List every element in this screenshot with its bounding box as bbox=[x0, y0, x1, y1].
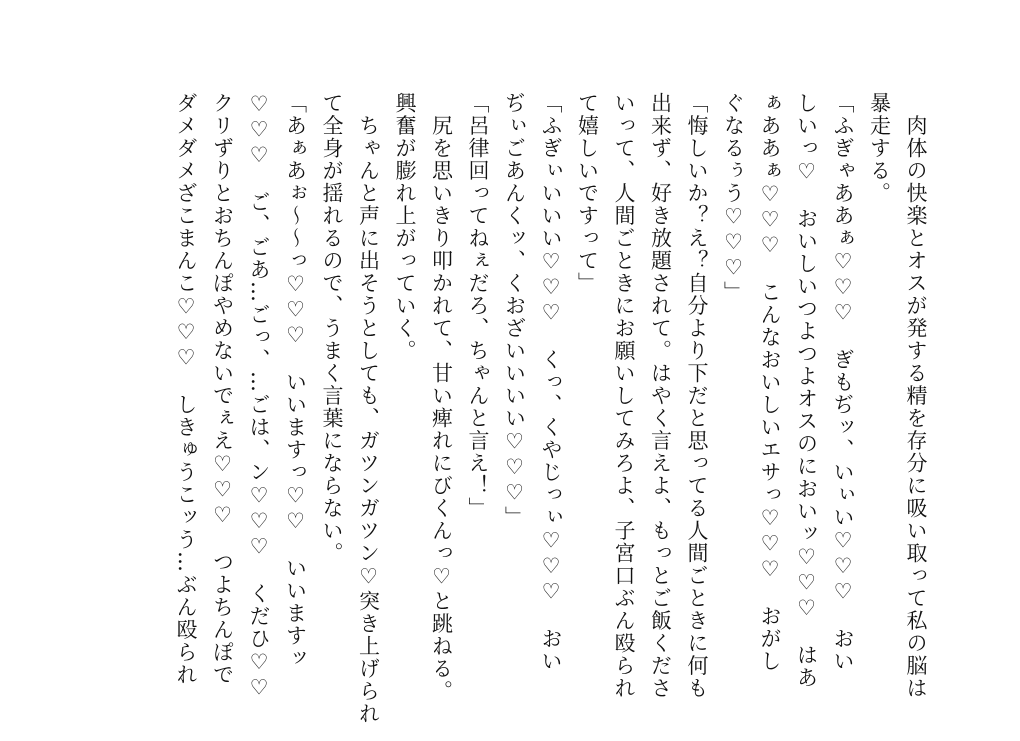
text-line: 「ふぎぃいいい♡♡♡ くっ、くやじっぃ♡♡♡ おい bbox=[539, 92, 563, 673]
text-line: 「ふぎゃああぁ♡♡♡ ぎもぢッ、いぃい♡♡♡ おい bbox=[831, 92, 855, 673]
text-line: しいっ♡ おいしいつよつよオスのにおいッ♡♡♡ はあ bbox=[794, 92, 819, 689]
text-line: ぢぃごあんくッ、くおざいいいい♡♡♡」 bbox=[502, 92, 527, 529]
text-line: クリずりとおちんぽやめないでぇえ♡♡♡ つよちんぽで bbox=[210, 92, 235, 686]
text-line: ♡♡♡ ご、ごあ…ごっ、…ごは、ン♡♡♡ くだひ♡♡ bbox=[247, 92, 271, 701]
text-line: て嬉しいですって」 bbox=[575, 92, 600, 295]
text-line: て全身が揺れるので、うまく言葉にならない。 bbox=[320, 92, 344, 565]
text-line: ぁああぁ♡♡♡ こんなおいしいエサっ♡♡♡ おがし bbox=[758, 92, 782, 673]
text-line: ちゃんと声に出そうとしても、ガツンガツン♡突き上げられ bbox=[356, 92, 381, 725]
text-line: いって、人間ごときにお願いしてみろよ、子宮口ぶん殴られ bbox=[612, 92, 636, 700]
text-line: 尻を思いきり叩かれて、甘い痺れにびくんっ♡と跳ねる。 bbox=[429, 92, 454, 703]
text-line: 肉体の快楽とオスが発する精を存分に吸い取って私の脳は bbox=[904, 92, 928, 700]
text-line: ダメダメざこまんこ♡♡♡ しきゅうこッう…ぶん殴られ bbox=[174, 92, 198, 686]
vertical-text-body bbox=[168, 92, 935, 725]
text-line: 出来ず、好き放題されて。はやく言えよ、もっとご飯くださ bbox=[648, 92, 673, 700]
text-line: 「呂律回ってねぇだろ、ちゃんと言え！」 bbox=[466, 92, 490, 520]
text-line: 暴走する。 bbox=[867, 92, 892, 205]
text-line: 「あぁあぉ～～っ♡♡♡ いいますっ♡♡ いいますッ bbox=[283, 92, 308, 670]
text-line: ぐなるぅう♡♡♡」 bbox=[721, 92, 746, 304]
text-line: 「悔しいか？え？自分より下だと思ってる人間ごときに何も bbox=[685, 92, 709, 700]
text-line: 興奮が膨れ上がっていく。 bbox=[393, 92, 417, 362]
